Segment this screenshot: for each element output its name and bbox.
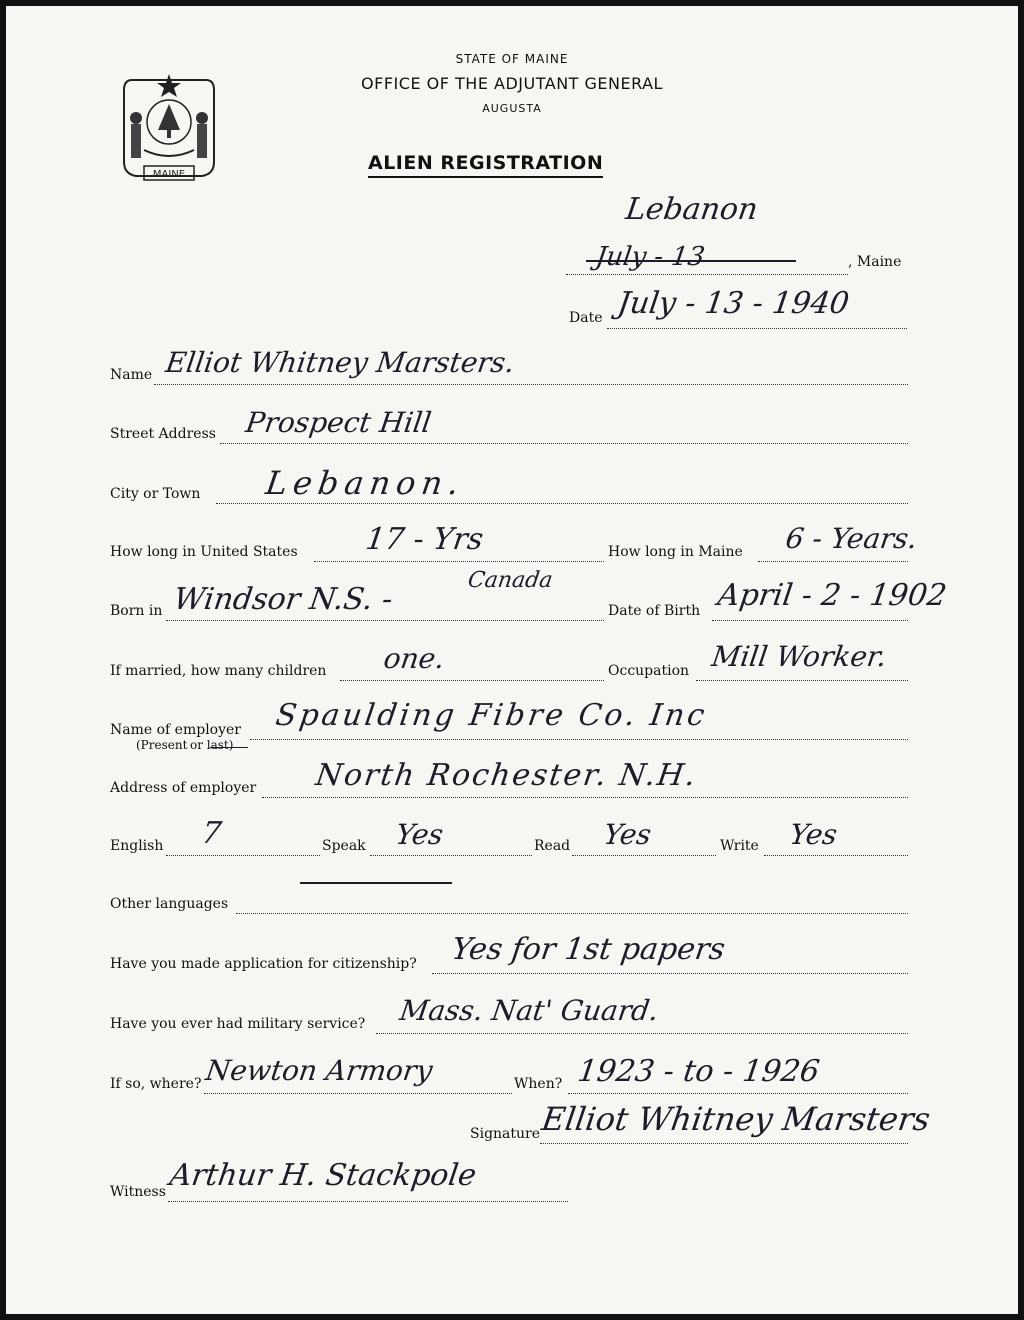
read-label: Read — [534, 838, 571, 854]
other-languages-dash — [300, 882, 452, 884]
occupation-line — [696, 680, 908, 681]
born-in-label: Born in — [110, 603, 163, 619]
employer-address-label: Address of employer — [110, 780, 257, 796]
city-value: Lebanon. — [263, 464, 468, 502]
military-value: Mass. Nat' Guard. — [397, 994, 661, 1027]
signature-label: Signature — [470, 1126, 541, 1142]
where-value: Newton Armory — [203, 1054, 435, 1087]
how-long-maine-value: 6 - Years. — [783, 522, 920, 555]
street-value: Prospect Hill — [243, 406, 434, 439]
city-label: City or Town — [110, 486, 201, 502]
employer-label: Name of employer — [110, 722, 241, 738]
header-city: AUGUSTA — [482, 102, 542, 115]
form-title: ALIEN REGISTRATION — [368, 152, 603, 178]
employer-address-value: North Rochester. N.H. — [313, 758, 700, 793]
occupation-label: Occupation — [608, 663, 690, 679]
when-label: When? — [514, 1076, 563, 1092]
read-line — [572, 855, 716, 856]
write-label: Write — [720, 838, 759, 854]
signature-line — [540, 1143, 908, 1144]
occupation-value: Mill Worker. — [709, 640, 889, 673]
english-line — [166, 855, 320, 856]
header-office: OFFICE OF THE ADJUTANT GENERAL — [361, 74, 663, 93]
town-struck-text: July - 13 — [593, 242, 707, 272]
how-long-us-label: How long in United States — [110, 544, 298, 560]
born-in-value: Windsor N.S. - — [171, 582, 395, 617]
employer-note-last: or last) — [190, 738, 234, 752]
write-value: Yes — [787, 818, 840, 851]
street-line — [220, 443, 908, 444]
employer-line — [250, 739, 908, 740]
how-long-maine-label: How long in Maine — [608, 544, 743, 560]
maine-label: , Maine — [848, 254, 902, 270]
citizenship-value: Yes for 1st papers — [449, 932, 728, 967]
english-value: 7 — [199, 816, 224, 851]
children-label: If married, how many children — [110, 663, 327, 679]
date-value: July - 13 - 1940 — [615, 286, 852, 321]
when-line — [568, 1093, 908, 1094]
speak-line — [370, 855, 532, 856]
witness-line — [168, 1201, 568, 1202]
employer-note-strike — [210, 747, 248, 748]
speak-value: Yes — [393, 818, 446, 851]
citizenship-label: Have you made application for citizenship? — [110, 956, 417, 972]
write-line — [764, 855, 908, 856]
dob-label: Date of Birth — [608, 603, 701, 619]
born-in-line — [166, 620, 604, 621]
name-label: Name — [110, 367, 153, 383]
name-value: Elliot Whitney Marsters. — [163, 346, 517, 379]
date-line — [607, 328, 907, 329]
town-line — [566, 274, 848, 275]
header-state: STATE OF MAINE — [455, 52, 569, 66]
signature-value: Elliot Whitney Marsters — [539, 1100, 933, 1138]
employer-value: Spaulding Fibre Co. Inc — [273, 698, 710, 733]
where-line — [204, 1093, 512, 1094]
how-long-maine-line — [758, 561, 908, 562]
read-value: Yes — [601, 818, 654, 851]
street-label: Street Address — [110, 426, 216, 442]
employer-address-line — [262, 797, 908, 798]
military-line — [376, 1033, 908, 1034]
other-languages-label: Other languages — [110, 896, 229, 912]
how-long-us-value: 17 - Yrs — [363, 522, 486, 557]
witness-label: Witness — [110, 1184, 166, 1200]
children-value: one. — [381, 642, 447, 675]
how-long-us-line — [314, 561, 604, 562]
seal-text: MAINE — [152, 169, 186, 180]
dob-value: April - 2 - 1902 — [715, 578, 949, 613]
children-line — [340, 680, 604, 681]
english-label: English — [110, 838, 164, 854]
military-label: Have you ever had military service? — [110, 1016, 366, 1032]
citizenship-line — [432, 973, 908, 974]
town-strikethrough — [586, 260, 796, 262]
employer-note-present: (Present — [136, 738, 188, 752]
town-handwritten: Lebanon — [623, 192, 760, 227]
where-label: If so, where? — [110, 1076, 202, 1092]
other-languages-line — [236, 913, 908, 914]
when-value: 1923 - to - 1926 — [575, 1054, 822, 1089]
name-line — [154, 384, 908, 385]
born-country-value: Canada — [466, 568, 555, 593]
registration-form — [6, 6, 1018, 1314]
witness-value: Arthur H. Stackpole — [167, 1158, 479, 1193]
speak-label: Speak — [322, 838, 366, 854]
city-line — [216, 503, 908, 504]
dob-line — [712, 620, 908, 621]
date-label: Date — [569, 310, 603, 326]
